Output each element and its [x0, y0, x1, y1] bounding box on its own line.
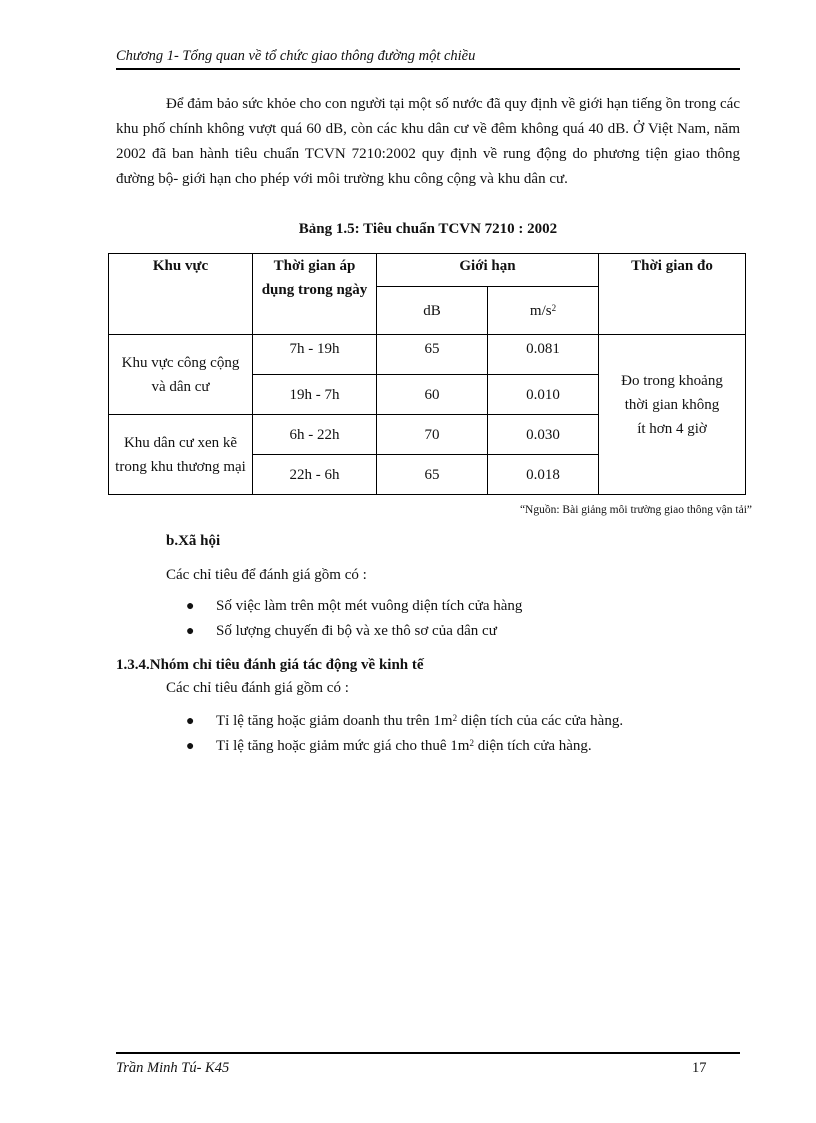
- table-cell-db: 65: [377, 455, 488, 495]
- table-cell-db: 70: [377, 415, 488, 455]
- list-item: [186, 594, 522, 619]
- list-item-text: Tỉ lệ tăng hoặc giảm doanh thu trên 1m: [216, 713, 453, 729]
- superscript: 2: [469, 738, 474, 748]
- area-public: Khu vực công cộng và dân cư: [109, 335, 253, 415]
- table-cell-db: 65: [377, 335, 488, 375]
- header-limit: Giới hạn: [377, 254, 599, 287]
- economic-intro: Các chỉ tiêu đánh giá gồm có :: [166, 680, 349, 696]
- superscript: 2: [452, 713, 458, 723]
- intro-paragraph: [116, 92, 740, 192]
- page-header: [116, 46, 740, 70]
- footer-author: Trần Minh Tú- K45: [116, 1060, 230, 1076]
- table-cell-ms: 0.030: [488, 415, 599, 455]
- economic-heading: 1.3.4.Nhóm chỉ tiêu đánh giá tác động về kinh tế: [116, 657, 424, 673]
- table-cell-time: 7h - 19h: [253, 335, 377, 375]
- header-area: Khu vực: [109, 254, 253, 335]
- table-source: “Nguồn: Bài giảng môi trường giao thông vận tải”: [519, 504, 752, 516]
- table-cell-ms: 0.010: [488, 375, 599, 415]
- economic-bullets: [186, 709, 623, 759]
- header-ms-base: m/s: [529, 302, 552, 319]
- header-db: dB: [377, 287, 488, 335]
- table-cell-ms: 0.018: [488, 455, 599, 495]
- bullet-icon: ●: [186, 714, 195, 729]
- header-ms: [488, 287, 599, 335]
- list-item-text: diện tích của các cửa hàng.: [457, 713, 624, 729]
- table-cell-ms: 0.081: [488, 335, 599, 375]
- list-item: [186, 619, 522, 644]
- header-measure: Thời gian đo: [599, 254, 746, 335]
- page-footer: [116, 1052, 740, 1082]
- list-item-text: Tỉ lệ tăng hoặc giảm mức giá cho thuê 1m: [216, 738, 470, 754]
- page-number: 17: [692, 1060, 707, 1076]
- social-heading: b.Xã hội: [166, 533, 221, 549]
- table-cell-time: 19h - 7h: [253, 375, 377, 415]
- bullet-icon: ●: [186, 599, 195, 614]
- bullet-icon: ●: [186, 739, 195, 754]
- social-bullets: [186, 594, 522, 644]
- social-intro: Các chỉ tiêu để đánh giá gồm có :: [166, 567, 367, 583]
- measure-note: Đo trong khoảng thời gian không ít hơn 4 giờ: [599, 335, 746, 495]
- list-item: [186, 709, 623, 734]
- header-title: Chương 1- Tổng quan về tổ chức giao thông đường một chiều: [116, 48, 476, 64]
- table-cell-time: 22h - 6h: [253, 455, 377, 495]
- intro-text: Để đảm bảo sức khỏe cho con người tại một số nước đã quy định về giới hạn tiếng ồn trong các khu phố chính không vượt quá 60 dB, còn các khu dân cư về đêm không quá 40 dB. Ở Việt Nam, năm 2002 đã ban hành tiêu chuẩn TCVN 7210:2002 quy định về rung động do phương tiện giao thông đường bộ- giới hạn cho phép với môi trường khu công cộng và khu dân cư.: [116, 96, 740, 187]
- table-caption: Bảng 1.5: Tiêu chuẩn TCVN 7210 : 2002: [298, 221, 558, 237]
- list-item: [186, 734, 623, 759]
- bullet-icon: ●: [186, 624, 195, 639]
- table-cell-db: 60: [377, 375, 488, 415]
- standard-table: [108, 253, 746, 495]
- table-cell-time: 6h - 22h: [253, 415, 377, 455]
- area-mixed: Khu dân cư xen kẽ trong khu thương mại: [109, 415, 253, 495]
- header-time: Thời gian áp dụng trong ngày: [253, 254, 377, 335]
- list-item-text: Số lượng chuyến đi bộ và xe thô sơ của dân cư: [216, 623, 497, 639]
- header-ms-exp: 2: [551, 302, 557, 313]
- list-item-text: diện tích cửa hàng.: [473, 738, 592, 754]
- list-item-text: Số việc làm trên một mét vuông diện tích cửa hàng: [216, 598, 523, 614]
